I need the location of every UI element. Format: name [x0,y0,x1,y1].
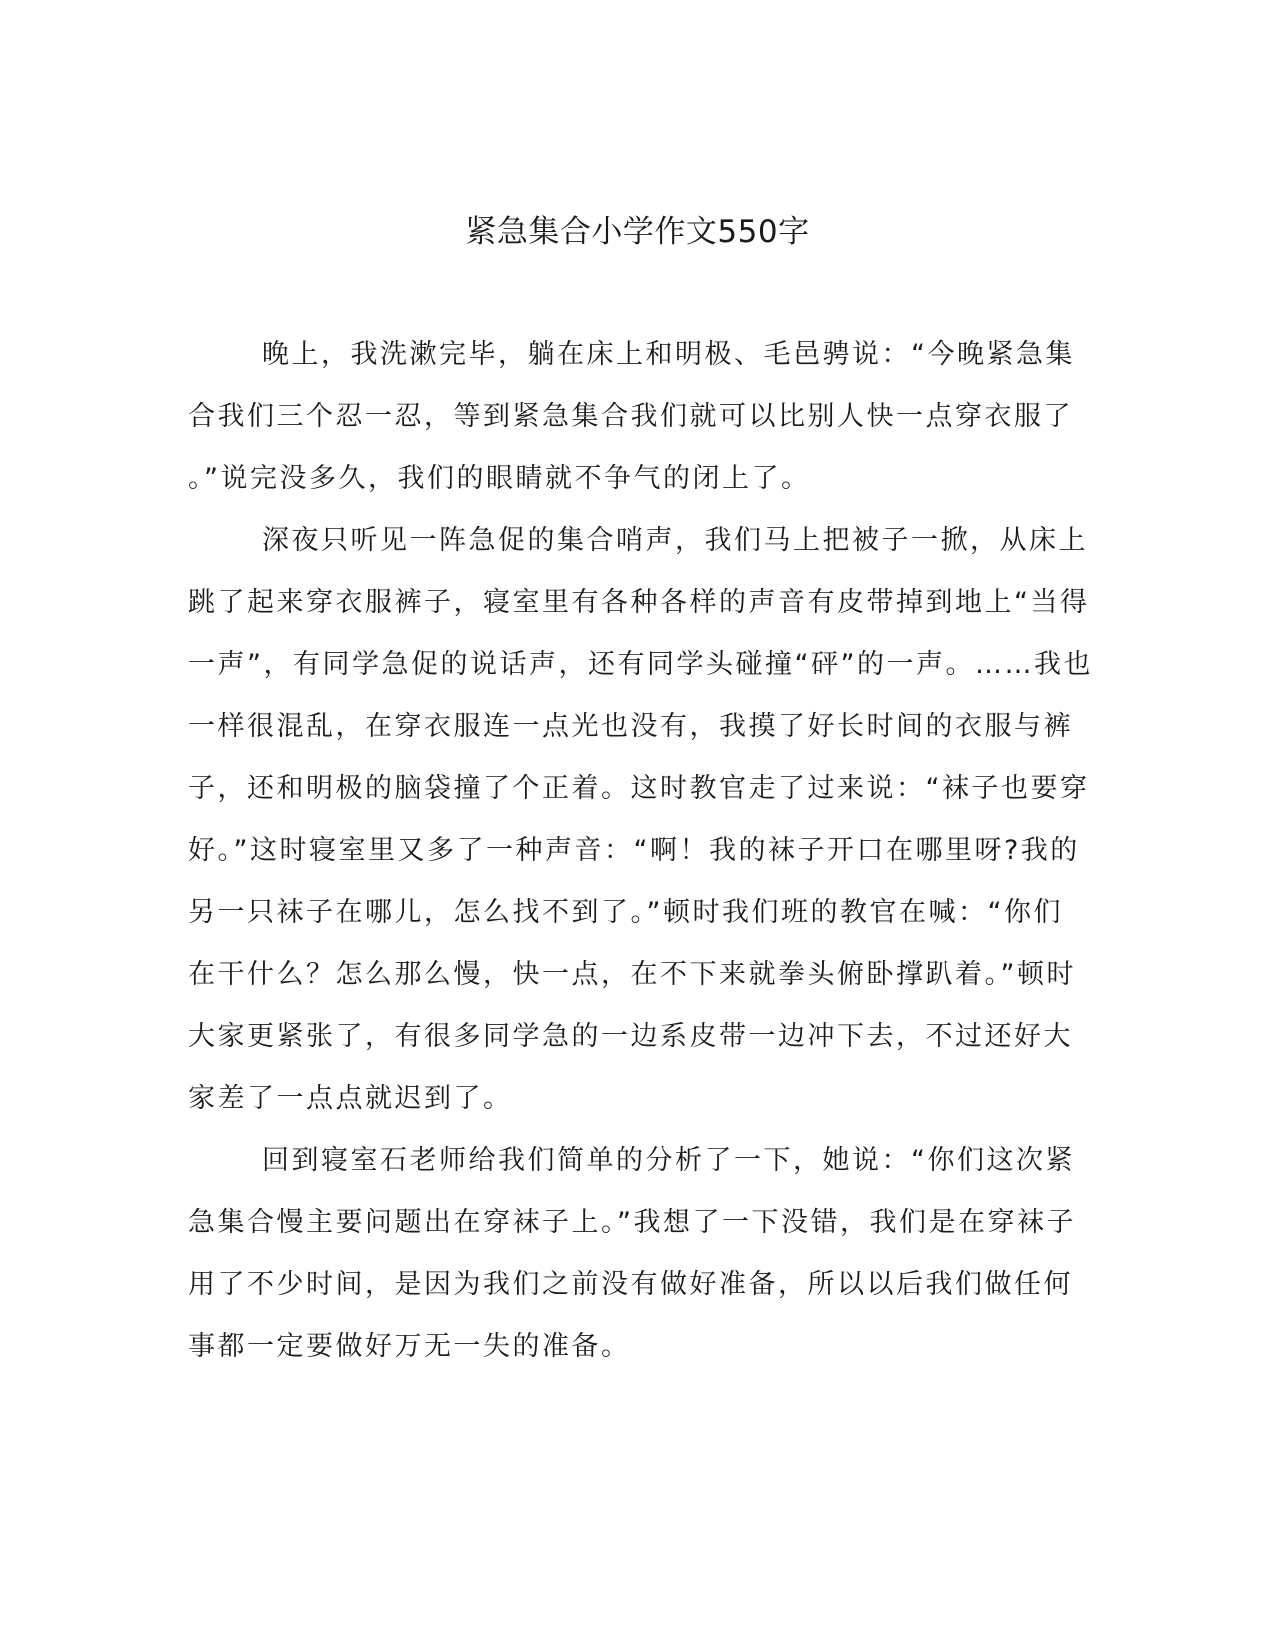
paragraph-1-line-3: 。”说完没多久，我们的眼睛就不争气的闭上了。 [188,463,811,494]
paragraph-2-line-9: 大家更紧张了，有很多同学急的一边系皮带一边冲下去，不过还好大 [188,1021,1073,1052]
document-body [188,324,1093,1378]
paragraph-2-line-7: 另一只袜子在哪儿，怎么找不到了。”顿时我们班的教官在喊：“你们 [188,897,1063,928]
paragraph-3-line-1: 回到寝室石老师给我们简单的分析了一下，她说：“你们这次紧 [262,1145,1075,1176]
paragraph-2-line-8: 在干什么？怎么那么慢，快一点，在不下来就拳头俯卧撑趴着。”顿时 [188,959,1076,990]
paragraph-2-line-4: 一样很混乱，在穿衣服连一点光也没有，我摸了好长时间的衣服与裤 [188,711,1073,742]
paragraph-2-line-3: 一声”，有同学急促的说话声，还有同学头碰撞“砰”的一声。……我也 [188,649,1093,680]
paragraph-3-line-2: 急集合慢主要问题出在穿袜子上。”我想了一下没错，我们是在穿袜子 [188,1207,1076,1238]
paragraph-3-line-3: 用了不少时间，是因为我们之前没有做好准备，所以以后我们做任何 [188,1269,1073,1300]
paragraph-2-line-1: 深夜只听见一阵急促的集合哨声，我们马上把被子一掀，从床上 [262,525,1088,556]
paragraph-2-line-6: 好。”这时寝室里又多了一种声音：“啊！我的袜子开口在哪里呀?我的 [188,835,1080,866]
paragraph-1-line-1: 晚上，我洗漱完毕，躺在床上和明极、毛邑骋说：“今晚紧急集 [262,339,1075,370]
paragraph-2-line-10: 家差了一点点就迟到了。 [188,1083,513,1114]
paragraph-2-line-5: 子，还和明极的脑袋撞了个正着。这时教官走了过来说：“袜子也要穿 [188,773,1090,804]
paragraph-1-line-2: 合我们三个忍一忍，等到紧急集合我们就可以比别人快一点穿衣服了 [188,401,1073,432]
paragraph-2-line-2: 跳了起来穿衣服裤子，寝室里有各种各样的声音有皮带掉到地上“当得 [188,587,1090,618]
document-title: 紧急集合小学作文550字 [465,214,810,250]
paragraph-3-line-4: 事都一定要做好万无一失的准备。 [188,1331,631,1362]
